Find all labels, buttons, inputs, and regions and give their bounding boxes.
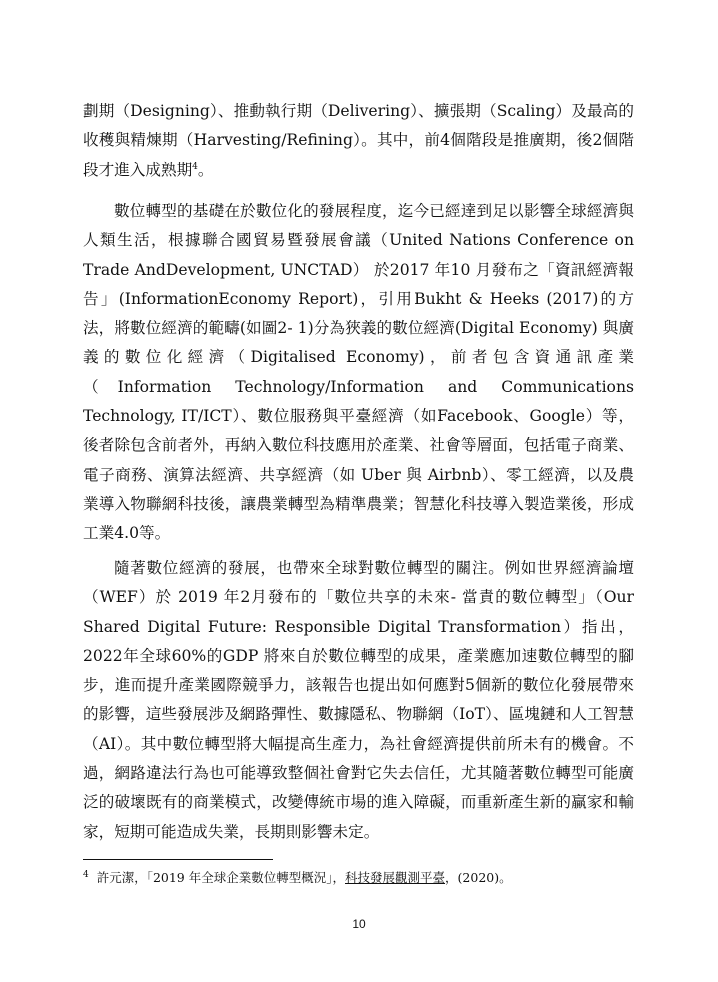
paragraph-1-text: 劃期（Designing）、推動執行期（Delivering）、擴張期（Scaling）及最高的收穫與精煉期（Harvesting/Refining）。其中，前4個階段是推廣期，後2個階段才進入成熟期 xyxy=(83,102,634,179)
page-number: 10 xyxy=(352,917,366,931)
footnote-title: 「2019 年全球企業數位轉型概況」 xyxy=(146,870,333,885)
footnote-reference[interactable]: 4 xyxy=(192,161,198,172)
paragraph-1-end: 。 xyxy=(197,160,214,179)
footnote-author: 許元潔， xyxy=(96,870,147,885)
paragraph-2: 數位轉型的基礎在於數位化的發展程度，迄今已經達到足以影響全球經濟與人類生活，根據聯合國貿易暨發展會議（United Nations Conference on Trade AndDevelopment, UNCTAD） 於2017 年10 月發布之「資訊經濟報告」(InformationEconomy Report)，引用Bukht & Heeks (2017)的方法，將數位經濟的範疇(如圖2- 1)分為狹義的數位經濟(Digital Economy) 與廣義的數位化經濟（Digitalised Economy)，前者包含資通訊產業（Information Technology/Information and Communications Technology, IT/ICT）、數位服務與平臺經濟（如Facebook、Google）等，後者除包含前者外，再納入數位科技應用於產業、社會等層面，包括電子商業、電子商務、演算法經濟、共享經濟（如 Uber 與 Airbnb）、零工經濟，以及農業導入物聯網科技後，讓農業轉型為精準農業；智慧化科技導入製造業後，形成工業4.0等。 xyxy=(83,202,634,543)
footnote-number: 4 xyxy=(83,869,89,880)
footnote-tail: ，(2020)。 xyxy=(445,870,512,885)
footnote-source: 科技發展觀測平臺 xyxy=(345,870,446,885)
footnote xyxy=(83,868,643,888)
footnote-separator: ， xyxy=(332,870,346,885)
paragraph-3: 隨著數位經濟的發展，也帶來全球對數位轉型的關注。例如世界經濟論壇（WEF）於 2019 年2月發布的「數位共享的未來- 當責的數位轉型」（Our Shared Digital Future: Responsible Digital Transformation）指出，2022年全球60%的GDP 將來自於數位轉型的成果，產業應加速數位轉型的腳步，進而提升產業國際競爭力，該報告也提出如何應對5個新的數位化發展帶來的影響，這些發展涉及網路彈性、數據隱私、物聯網（IoT）、區塊鏈和人工智慧（AI）。其中數位轉型將大幅提高生產力，為社會經濟提供前所未有的機會。不過，網路違法行為也可能導致整個社會對它失去信任，尤其隨著數位轉型可能廣泛的破壞既有的商業模式，改變傳統市場的進入障礙，而重新產生新的贏家和輸家，短期可能造成失業，長期則影響未定。 xyxy=(83,559,634,841)
paragraph-1 xyxy=(83,97,634,185)
footnote-divider xyxy=(83,859,273,860)
